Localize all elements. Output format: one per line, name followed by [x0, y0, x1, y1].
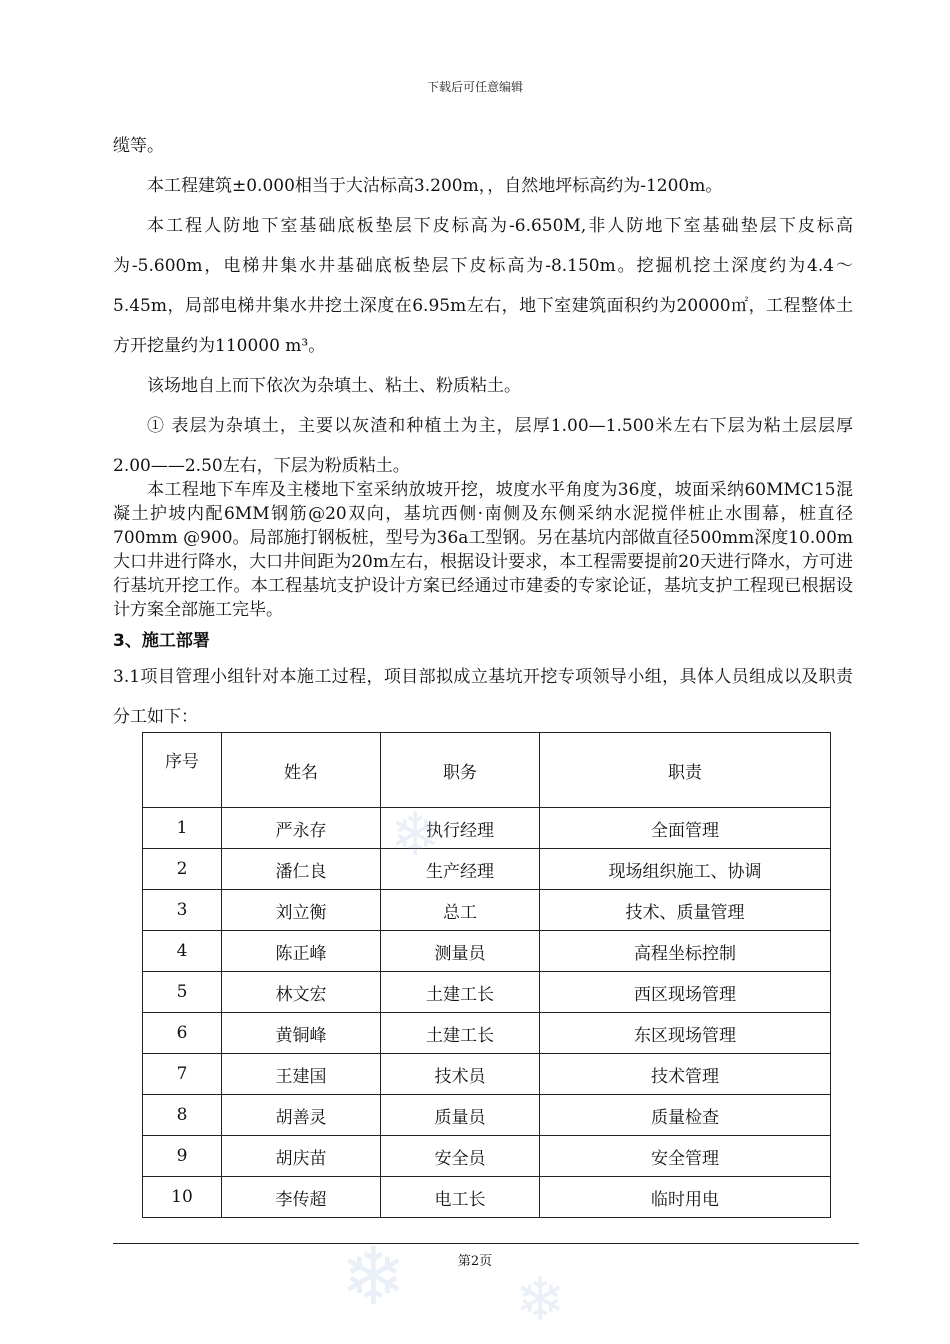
table-row — [143, 972, 831, 1013]
cell-name: 林文宏 — [222, 972, 381, 1013]
footer-divider — [113, 1243, 859, 1244]
cell-name: 严永存 — [222, 808, 381, 849]
cell-seq: 4 — [143, 931, 222, 972]
header-position: 职务 — [381, 733, 540, 808]
cell-duty: 现场组织施工、协调 — [540, 849, 831, 890]
cell-seq: 2 — [143, 849, 222, 890]
cell-duty: 高程坐标控制 — [540, 931, 831, 972]
cell-position: 技术员 — [381, 1054, 540, 1095]
cell-position: 质量员 — [381, 1095, 540, 1136]
cell-duty: 质量检查 — [540, 1095, 831, 1136]
table-row — [143, 808, 831, 849]
cell-duty: 全面管理 — [540, 808, 831, 849]
header-duty: 职责 — [540, 733, 831, 808]
cell-seq: 1 — [143, 808, 222, 849]
header-name: 姓名 — [222, 733, 381, 808]
table-row — [143, 1095, 831, 1136]
cell-duty: 东区现场管理 — [540, 1013, 831, 1054]
table-row — [143, 890, 831, 931]
cell-position: 土建工长 — [381, 1013, 540, 1054]
section-heading: 3、施工部署 — [113, 631, 210, 651]
cell-position: 总工 — [381, 890, 540, 931]
cell-position: 生产经理 — [381, 849, 540, 890]
cell-position: 安全员 — [381, 1136, 540, 1177]
cell-seq: 6 — [143, 1013, 222, 1054]
cell-position: 执行经理 — [381, 808, 540, 849]
cell-seq: 3 — [143, 890, 222, 931]
staff-table — [142, 732, 831, 1218]
cell-duty: 临时用电 — [540, 1177, 831, 1218]
table-row — [143, 1054, 831, 1095]
cell-name: 王建国 — [222, 1054, 381, 1095]
page-number: 第2页 — [457, 1254, 493, 1269]
table-row — [143, 849, 831, 890]
cell-position: 土建工长 — [381, 972, 540, 1013]
cell-seq: 10 — [143, 1177, 222, 1218]
table-row — [143, 1136, 831, 1177]
table-row — [143, 1177, 831, 1218]
cell-name: 黄铜峰 — [222, 1013, 381, 1054]
cell-seq: 9 — [143, 1136, 222, 1177]
cell-position: 测量员 — [381, 931, 540, 972]
watermark-snowflake-icon: ❄ — [390, 800, 441, 870]
table-row — [143, 931, 831, 972]
cell-name: 胡庆苗 — [222, 1136, 381, 1177]
paragraph-continuation: 缆等。 — [113, 136, 164, 156]
cell-seq: 7 — [143, 1054, 222, 1095]
cell-duty: 技术、质量管理 — [540, 890, 831, 931]
cell-name: 胡善灵 — [222, 1095, 381, 1136]
paragraph-foundation: 本工程人防地下室基础底板垫层下皮标高为-6.650M,非人防地下室基础垫层下皮标高为-5.600m，电梯井集水井基础底板垫层下皮标高为-8.150m。挖掘机挖土深度约为4.4～5.45m，局部电梯井集水井挖土深度在6.95m左右，地下室建筑面积约为20000㎡，工程整体土方开挖量约为110000 m³。 — [113, 216, 853, 356]
table-header-row — [143, 733, 831, 808]
paragraph-elevation: 本工程建筑±0.000相当于大沽标高3.200m，，自然地坪标高约为-1200m。 — [147, 176, 723, 196]
cell-seq: 8 — [143, 1095, 222, 1136]
cell-name: 李传超 — [222, 1177, 381, 1218]
cell-duty: 技术管理 — [540, 1054, 831, 1095]
cell-position: 电工长 — [381, 1177, 540, 1218]
page-header: 下载后可任意编辑 — [426, 80, 523, 94]
header-seq: 序号 — [143, 733, 222, 808]
cell-duty: 安全管理 — [540, 1136, 831, 1177]
paragraph-soil-layers: 该场地自上而下依次为杂填土、粘土、粉质粘土。 — [147, 376, 521, 396]
watermark-snowflake-icon: ❄ — [515, 1265, 566, 1335]
paragraph-excavation: 本工程地下车库及主楼地下室采纳放坡开挖，坡度水平角度为36度，坡面采纳60MMC15混凝土护坡内配6MM钢筋@20双向，基坑西侧·南侧及东侧采纳水泥搅伴桩止水围幕，桩直径700mm @900。局部施打钢板桩，型号为36a工型钢。另在基坑内部做直径500mm深度10.00m 大口井进行降水，大口井间距为20m左右，根据设计要求，本工程需要提前20天进行降水，方可进行基坑开挖工作。本工程基坑支护设计方案已经通过市建委的专家论证，基坑支护工程现已根据设计方案全部施工完毕。 — [113, 480, 853, 620]
table-row — [143, 1013, 831, 1054]
cell-name: 刘立衡 — [222, 890, 381, 931]
cell-duty: 西区现场管理 — [540, 972, 831, 1013]
section-intro: 3.1项目管理小组针对本施工过程，项目部拟成立基坑开挖专项领导小组，具体人员组成以及职责分工如下： — [113, 667, 853, 727]
cell-seq: 5 — [143, 972, 222, 1013]
cell-name: 潘仁良 — [222, 849, 381, 890]
watermark-snowflake-icon: ❄ — [340, 1230, 408, 1323]
paragraph-soil-detail: ① 表层为杂填土，主要以灰渣和种植土为主，层厚1.00—1.500米左右下层为粘土层层厚2.00——2.50左右，下层为粉质粘土。 — [113, 416, 853, 476]
cell-name: 陈正峰 — [222, 931, 381, 972]
